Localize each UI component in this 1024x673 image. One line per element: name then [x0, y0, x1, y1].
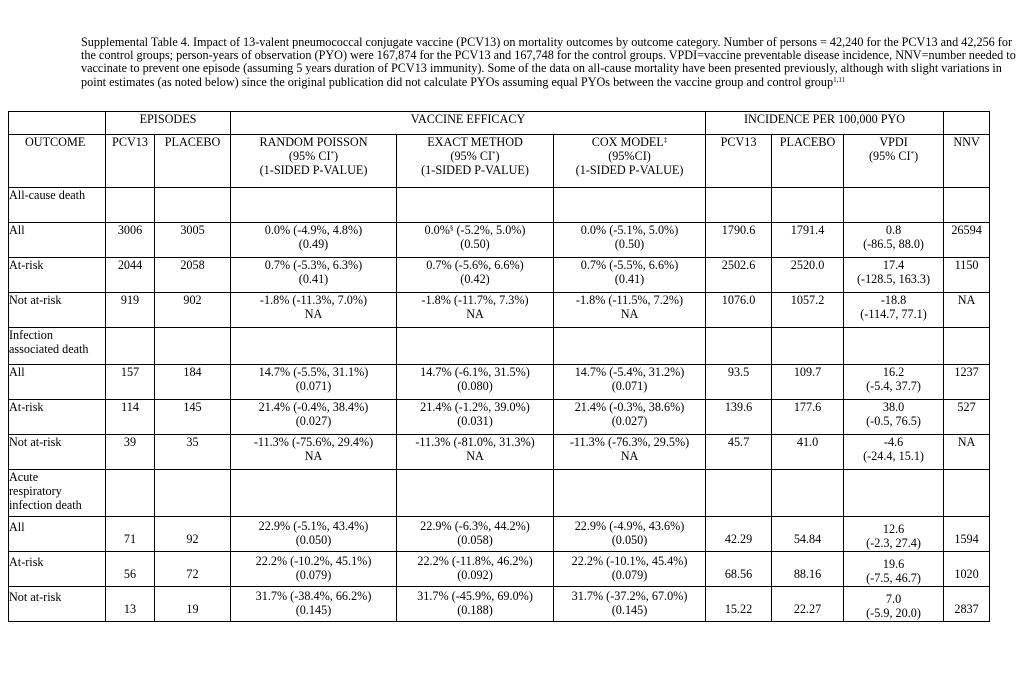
placebo-episodes: 3005: [155, 223, 231, 258]
category-label: All-cause death: [9, 188, 106, 223]
exact-method-cell: 21.4% (-1.2%, 39.0%) (0.031): [397, 400, 554, 435]
vpdi-title: VPDI: [879, 135, 908, 149]
caption-superscript: 1,11: [833, 75, 846, 84]
exact-method-cell: -11.3% (-81.0%, 31.3%) NA: [397, 435, 554, 470]
vpdi-cell: 7.0 (-5.9, 20.0): [844, 587, 944, 622]
header-placebo: PLACEBO: [155, 135, 231, 188]
random-poisson-title: RANDOM POISSON: [259, 135, 368, 149]
header-cox-model: [554, 135, 706, 188]
header-random-poisson: [231, 135, 397, 188]
header-row-columns: [9, 135, 990, 188]
vpdi-cell: 12.6 (-2.3, 27.4): [844, 517, 944, 552]
placebo-episodes: 92: [155, 517, 231, 552]
random-poisson-pvalue: (1-SIDED P-VALUE): [259, 163, 368, 177]
table-row: [9, 517, 990, 552]
category-label: Acute respiratory infection death: [9, 470, 106, 517]
pcv13-episodes: 39: [106, 435, 155, 470]
outcome-label: At-risk: [9, 400, 106, 435]
inc-pcv13-cell: 15.22: [706, 587, 772, 622]
random-poisson-cell: -1.8% (-11.3%, 7.0%) NA: [231, 293, 397, 328]
inc-pcv13-cell: 42.29: [706, 517, 772, 552]
random-poisson-cell: 0.7% (-5.3%, 6.3%) (0.41): [231, 258, 397, 293]
placebo-episodes: 19: [155, 587, 231, 622]
exact-method-cell: 14.7% (-6.1%, 31.5%) (0.080): [397, 365, 554, 400]
table-row: [9, 223, 990, 258]
cox-model-cell: 22.2% (-10.1%, 45.4%) (0.079): [554, 552, 706, 587]
outcome-label: All: [9, 365, 106, 400]
outcome-label: All: [9, 223, 106, 258]
category-row: [9, 188, 990, 223]
nnv-cell: NA: [944, 435, 990, 470]
vpdi-cell: 0.8 (-86.5, 88.0): [844, 223, 944, 258]
vpdi-cell: 38.0 (-0.5, 76.5): [844, 400, 944, 435]
vpdi-ci: (95% CI*): [868, 149, 919, 163]
header-exact-method: [397, 135, 554, 188]
exact-method-cell: -1.8% (-11.7%, 7.3%) NA: [397, 293, 554, 328]
inc-pcv13-cell: 1790.6: [706, 223, 772, 258]
inc-placebo-cell: 177.6: [772, 400, 844, 435]
cox-model-cell: 0.7% (-5.5%, 6.6%) (0.41): [554, 258, 706, 293]
pcv13-episodes: 56: [106, 552, 155, 587]
pcv13-episodes: 114: [106, 400, 155, 435]
inc-pcv13-cell: 93.5: [706, 365, 772, 400]
table-row: [9, 587, 990, 622]
cox-model-pvalue: (1-SIDED P-VALUE): [575, 163, 684, 177]
random-poisson-cell: 31.7% (-38.4%, 66.2%) (0.145): [231, 587, 397, 622]
outcome-label: Not at-risk: [9, 435, 106, 470]
inc-placebo-cell: 2520.0: [772, 258, 844, 293]
inc-pcv13-cell: 139.6: [706, 400, 772, 435]
random-poisson-cell: 21.4% (-0.4%, 38.4%) (0.027): [231, 400, 397, 435]
table-row: [9, 365, 990, 400]
vpdi-cell: 19.6 (-7.5, 46.7): [844, 552, 944, 587]
header-inc-placebo: PLACEBO: [772, 135, 844, 188]
inc-placebo-cell: 88.16: [772, 552, 844, 587]
table-caption: [81, 36, 1017, 89]
random-poisson-cell: 22.2% (-10.2%, 45.1%) (0.079): [231, 552, 397, 587]
cox-model-cell: 21.4% (-0.3%, 38.6%) (0.027): [554, 400, 706, 435]
exact-method-cell: 22.9% (-6.3%, 44.2%) (0.058): [397, 517, 554, 552]
random-poisson-cell: 14.7% (-5.5%, 31.1%) (0.071): [231, 365, 397, 400]
nnv-cell: 1150: [944, 258, 990, 293]
pcv13-episodes: 71: [106, 517, 155, 552]
nnv-cell: 2837: [944, 587, 990, 622]
category-row: [9, 328, 990, 365]
cox-model-cell: 31.7% (-37.2%, 67.0%) (0.145): [554, 587, 706, 622]
placebo-episodes: 2058: [155, 258, 231, 293]
inc-pcv13-cell: 45.7: [706, 435, 772, 470]
inc-placebo-cell: 1057.2: [772, 293, 844, 328]
header-vpdi: [844, 135, 944, 188]
header-pcv13: PCV13: [106, 135, 155, 188]
random-poisson-cell: 0.0% (-4.9%, 4.8%) (0.49): [231, 223, 397, 258]
header-inc-pcv13: PCV13: [706, 135, 772, 188]
exact-method-cell: 31.7% (-45.9%, 69.0%) (0.188): [397, 587, 554, 622]
category-row: [9, 470, 990, 517]
random-poisson-cell: -11.3% (-75.6%, 29.4%) NA: [231, 435, 397, 470]
header-episodes: EPISODES: [106, 112, 231, 135]
nnv-cell: 1594: [944, 517, 990, 552]
cox-model-cell: 14.7% (-5.4%, 31.2%) (0.071): [554, 365, 706, 400]
exact-method-pvalue: (1-SIDED P-VALUE): [421, 163, 529, 177]
outcome-label: At-risk: [9, 552, 106, 587]
table-row: [9, 258, 990, 293]
exact-method-cell: 22.2% (-11.8%, 46.2%) (0.092): [397, 552, 554, 587]
inc-pcv13-cell: 1076.0: [706, 293, 772, 328]
mortality-table: [8, 111, 990, 622]
table-row: [9, 293, 990, 328]
header-incidence: INCIDENCE PER 100,000 PYO: [706, 112, 944, 135]
category-label: Infection associated death: [9, 328, 106, 365]
placebo-episodes: 145: [155, 400, 231, 435]
outcome-label: All: [9, 517, 106, 552]
cox-model-cell: -11.3% (-76.3%, 29.5%) NA: [554, 435, 706, 470]
vpdi-cell: 16.2 (-5.4, 37.7): [844, 365, 944, 400]
cox-model-cell: -1.8% (-11.5%, 7.2%) NA: [554, 293, 706, 328]
inc-pcv13-cell: 68.56: [706, 552, 772, 587]
nnv-cell: NA: [944, 293, 990, 328]
header-blank-outcome: [9, 112, 106, 135]
pcv13-episodes: 13: [106, 587, 155, 622]
cox-model-cell: 0.0% (-5.1%, 5.0%) (0.50): [554, 223, 706, 258]
inc-placebo-cell: 41.0: [772, 435, 844, 470]
placebo-episodes: 184: [155, 365, 231, 400]
inc-placebo-cell: 22.27: [772, 587, 844, 622]
header-row-groups: [9, 112, 990, 135]
nnv-cell: 527: [944, 400, 990, 435]
placebo-episodes: 902: [155, 293, 231, 328]
header-blank-nnv: [944, 112, 990, 135]
inc-placebo-cell: 54.84: [772, 517, 844, 552]
cox-model-title: COX MODEL‡: [591, 135, 668, 149]
pcv13-episodes: 2044: [106, 258, 155, 293]
outcome-label: Not at-risk: [9, 587, 106, 622]
placebo-episodes: 35: [155, 435, 231, 470]
cox-model-cell: 22.9% (-4.9%, 43.6%) (0.050): [554, 517, 706, 552]
caption-text: Supplemental Table 4. Impact of 13-valent pneumococcal conjugate vaccine (PCV13) on mortality outcomes by outcome category. Number of persons = 42,240 for the PCV13 and 42,256 for the control groups; person-years of observation (PYO) were 167,874 for the PCV13 and 167,748 for the control groups. VPDI=vaccine preventable disease incidence, NNV=number needed to vaccinate to prevent one episode (assuming 5 years duration of PCV13 immunity). Some of the data on all-cause mortality have been presented previously, although with slight variations in point estimates (as noted below) since the original publication did not calculate PYOs assuming equal PYOs between the vaccine group and control group: [81, 35, 1016, 89]
vpdi-cell: 17.4 (-128.5, 163.3): [844, 258, 944, 293]
placebo-episodes: 72: [155, 552, 231, 587]
nnv-cell: 26594: [944, 223, 990, 258]
vpdi-cell: -18.8 (-114.7, 77.1): [844, 293, 944, 328]
exact-method-ci: (95% CI*): [450, 149, 500, 163]
pcv13-episodes: 157: [106, 365, 155, 400]
pcv13-episodes: 3006: [106, 223, 155, 258]
random-poisson-ci: (95% CI*): [288, 149, 339, 163]
table-row: [9, 435, 990, 470]
exact-method-title: EXACT METHOD: [427, 135, 523, 149]
inc-placebo-cell: 109.7: [772, 365, 844, 400]
inc-pcv13-cell: 2502.6: [706, 258, 772, 293]
cox-model-ci: (95%CI): [608, 149, 651, 163]
exact-method-cell: 0.0%§ (-5.2%, 5.0%) (0.50): [397, 223, 554, 258]
header-vaccine-efficacy: VACCINE EFFICACY: [231, 112, 706, 135]
outcome-label: Not at-risk: [9, 293, 106, 328]
header-outcome: OUTCOME: [9, 135, 106, 188]
table-row: [9, 552, 990, 587]
nnv-cell: 1020: [944, 552, 990, 587]
exact-method-cell: 0.7% (-5.6%, 6.6%) (0.42): [397, 258, 554, 293]
table-row: [9, 400, 990, 435]
header-nnv: NNV: [944, 135, 990, 188]
vpdi-cell: -4.6 (-24.4, 15.1): [844, 435, 944, 470]
outcome-label: At-risk: [9, 258, 106, 293]
inc-placebo-cell: 1791.4: [772, 223, 844, 258]
random-poisson-cell: 22.9% (-5.1%, 43.4%) (0.050): [231, 517, 397, 552]
pcv13-episodes: 919: [106, 293, 155, 328]
nnv-cell: 1237: [944, 365, 990, 400]
